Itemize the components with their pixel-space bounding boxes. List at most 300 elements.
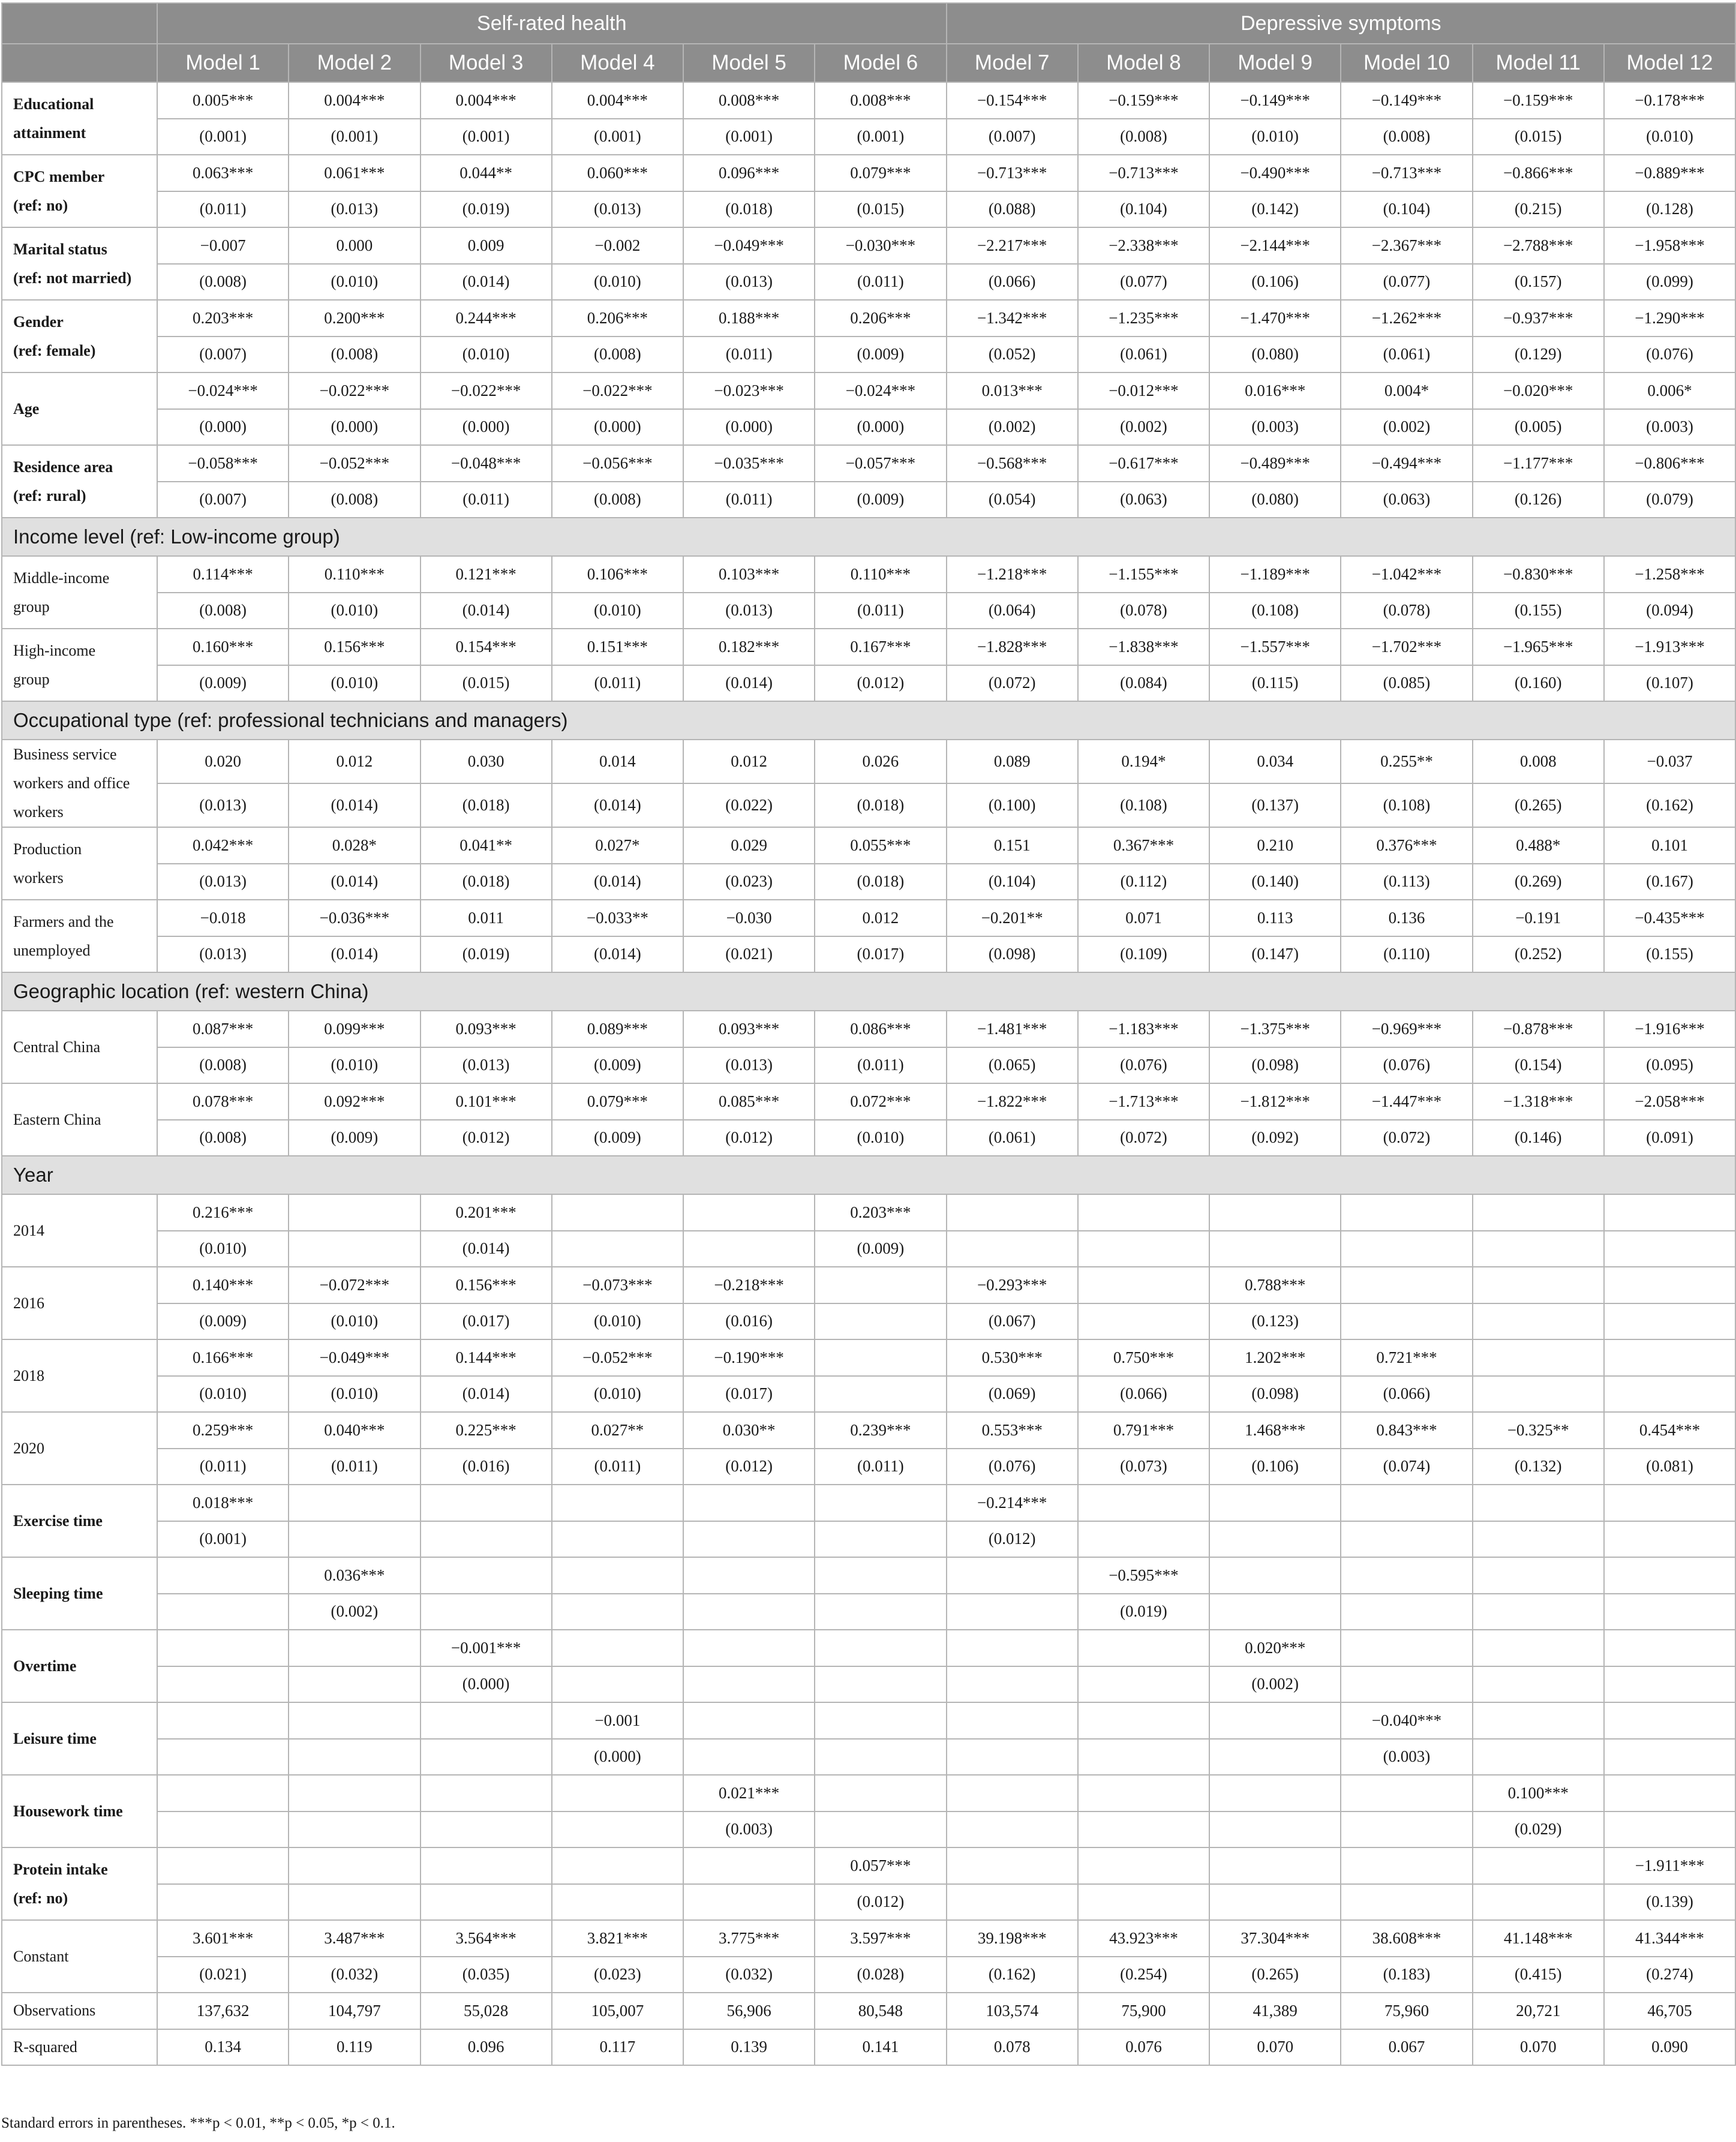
model-header: Model 9	[1209, 44, 1341, 82]
standard-error-cell: (0.014)	[683, 665, 815, 702]
coefficient-value: 0.027**	[591, 1420, 644, 1439]
model-header: Model 11	[1473, 44, 1604, 82]
estimate-cell	[1341, 1775, 1472, 1811]
estimate-cell	[1473, 1920, 1604, 1957]
coefficient-value: −1.481***	[977, 1019, 1047, 1038]
standard-error-cell	[683, 1666, 815, 1703]
coefficient-value: 0.454***	[1639, 1420, 1701, 1439]
standard-error-cell	[552, 1666, 683, 1703]
coefficient-value: 0.376***	[1376, 836, 1437, 854]
standard-error-cell: (0.001)	[815, 119, 946, 155]
estimate-cell	[552, 1083, 683, 1120]
standard-error-cell: (0.072)	[947, 665, 1078, 702]
standard-error-cell: (0.085)	[1341, 665, 1472, 702]
standard-error-cell: (0.018)	[683, 191, 815, 228]
estimate-cell	[289, 1775, 420, 1811]
estimate-cell: −0.191	[1473, 900, 1604, 936]
estimate-cell	[1078, 372, 1209, 409]
standard-error-cell: (0.109)	[1078, 936, 1209, 973]
estimate-cell	[1473, 1267, 1604, 1303]
coefficient-value: 0.078***	[193, 1092, 254, 1110]
estimate-cell	[1341, 629, 1472, 665]
coefficient-value: −1.235***	[1109, 308, 1179, 327]
estimate-cell	[552, 155, 683, 191]
estimate-cell	[1209, 1630, 1341, 1666]
standard-error-cell: (0.063)	[1078, 482, 1209, 518]
estimate-cell: 0.026	[815, 740, 946, 783]
variable-label	[2, 1702, 157, 1775]
standard-error-row	[2, 1521, 1735, 1558]
estimate-cell	[157, 556, 289, 593]
estimate-cell	[1341, 1339, 1472, 1376]
standard-error-cell: (0.069)	[947, 1376, 1078, 1413]
standard-error-cell: (0.009)	[157, 665, 289, 702]
coefficient-value: 0.201***	[455, 1203, 516, 1221]
coefficient-row	[2, 1083, 1735, 1120]
estimate-cell	[552, 900, 683, 936]
coefficient-value: −1.258***	[1635, 564, 1705, 583]
estimate-cell	[157, 1920, 289, 1957]
estimate-cell	[1473, 1083, 1604, 1120]
estimate-cell	[947, 1412, 1078, 1449]
estimate-cell	[1341, 1630, 1472, 1666]
estimate-cell	[1604, 556, 1735, 593]
standard-error-cell: (0.013)	[683, 1047, 815, 1084]
estimate-cell: 0.011	[421, 900, 552, 936]
coefficient-value: 0.036***	[324, 1566, 385, 1584]
standard-error-cell	[1209, 1231, 1341, 1267]
coefficient-value: 0.060***	[587, 163, 648, 182]
standard-error-cell	[1341, 1884, 1472, 1921]
coefficient-value: −1.958***	[1635, 236, 1705, 254]
row-label: Observations	[2, 1993, 157, 2029]
variable-label	[2, 1557, 157, 1630]
standard-error-cell: (0.008)	[552, 337, 683, 373]
estimate-cell	[1209, 445, 1341, 482]
estimate-cell	[552, 1339, 683, 1376]
standard-error-cell: (0.008)	[157, 1120, 289, 1156]
estimate-cell	[815, 1011, 946, 1047]
estimate-cell: 46,705	[1604, 1993, 1735, 2029]
coefficient-value: −1.913***	[1635, 637, 1705, 656]
standard-error-cell: (0.010)	[289, 1376, 420, 1413]
coefficient-row	[2, 372, 1735, 409]
coefficient-value: 0.057***	[850, 1856, 911, 1874]
standard-error-cell: (0.018)	[815, 864, 946, 900]
coefficient-row	[2, 1775, 1735, 1811]
standard-error-cell: (0.080)	[1209, 337, 1341, 373]
standard-error-cell: (0.023)	[552, 1957, 683, 1993]
standard-error-cell: (0.015)	[421, 665, 552, 702]
variable-label-line: Marital status	[13, 240, 107, 258]
standard-error-cell: (0.028)	[815, 1957, 946, 1993]
coefficient-value: −0.030***	[845, 236, 916, 254]
coefficient-value: −1.838***	[1109, 637, 1179, 656]
section-title: Occupational type (ref: professional technicians and managers)	[2, 701, 1735, 740]
standard-error-cell: (0.009)	[289, 1120, 420, 1156]
estimate-cell	[1341, 1557, 1472, 1594]
estimate-cell	[1604, 1920, 1735, 1957]
estimate-cell	[1341, 1011, 1472, 1047]
standard-error-cell: (0.010)	[289, 1047, 420, 1084]
estimate-cell	[1604, 629, 1735, 665]
variable-label-line: attainment	[13, 124, 86, 142]
standard-error-row	[2, 1739, 1735, 1776]
estimate-cell	[552, 1011, 683, 1047]
coefficient-value: 0.239***	[850, 1420, 911, 1439]
standard-error-cell: (0.000)	[683, 409, 815, 446]
standard-error-cell	[815, 1739, 946, 1776]
estimate-cell	[1209, 1485, 1341, 1521]
standard-error-cell: (0.000)	[421, 1666, 552, 1703]
coefficient-value: 0.167***	[850, 637, 911, 656]
standard-error-cell: (0.015)	[1473, 119, 1604, 155]
standard-error-row	[2, 119, 1735, 155]
estimate-cell	[815, 1920, 946, 1957]
coefficient-value: −0.056***	[582, 453, 653, 472]
coefficient-value: −2.338***	[1109, 236, 1179, 254]
coefficient-row	[2, 1339, 1735, 1376]
coefficient-value: 0.788***	[1245, 1275, 1306, 1294]
standard-error-cell: (0.011)	[552, 665, 683, 702]
coefficient-value: −0.033**	[586, 908, 648, 927]
model-header: Model 10	[1341, 44, 1472, 82]
standard-error-cell	[1473, 1884, 1604, 1921]
estimate-cell	[289, 155, 420, 191]
variable-label	[2, 445, 157, 518]
estimate-cell	[1078, 556, 1209, 593]
standard-error-cell: (0.072)	[1078, 1120, 1209, 1156]
coefficient-value: −0.489***	[1240, 453, 1310, 472]
standard-error-cell	[552, 1521, 683, 1558]
estimate-cell: −0.002	[552, 227, 683, 264]
standard-error-row	[2, 1594, 1735, 1630]
standard-error-cell	[1473, 1231, 1604, 1267]
variable-label-line: 2018	[13, 1366, 44, 1384]
standard-error-cell: (0.076)	[947, 1449, 1078, 1485]
estimate-cell	[289, 827, 420, 864]
coefficient-value: −0.325**	[1507, 1420, 1569, 1439]
standard-error-cell: (0.016)	[421, 1449, 552, 1485]
variable-label-line: Production	[13, 840, 82, 858]
standard-error-cell: (0.061)	[1078, 337, 1209, 373]
coefficient-value: 39.198***	[977, 1928, 1047, 1947]
standard-error-cell: (0.110)	[1341, 936, 1472, 973]
coefficient-value: 0.225***	[455, 1420, 516, 1439]
estimate-cell	[1604, 227, 1735, 264]
coefficient-value: −1.828***	[977, 637, 1047, 656]
coefficient-value: 0.255**	[1380, 752, 1433, 770]
standard-error-row	[2, 1376, 1735, 1413]
estimate-cell: 0.119	[289, 2029, 420, 2066]
variable-label-line: 2020	[13, 1439, 44, 1457]
estimate-cell	[1341, 300, 1472, 337]
section-header-row	[2, 1156, 1735, 1194]
estimate-cell	[421, 1920, 552, 1957]
estimate-cell	[421, 1630, 552, 1666]
variable-label	[2, 1011, 157, 1083]
coefficient-value: 0.144***	[455, 1348, 516, 1366]
estimate-cell	[1078, 1267, 1209, 1303]
variable-label-line: (ref: female)	[13, 341, 96, 359]
standard-error-cell	[552, 1231, 683, 1267]
standard-error-row	[2, 665, 1735, 702]
standard-error-cell: (0.010)	[1604, 119, 1735, 155]
coefficient-row	[2, 1485, 1735, 1521]
estimate-cell	[1473, 1557, 1604, 1594]
coefficient-value: −0.806***	[1635, 453, 1705, 472]
estimate-cell	[157, 1702, 289, 1739]
standard-error-cell: (0.014)	[289, 783, 420, 827]
coefficient-row	[2, 1194, 1735, 1231]
variable-label	[2, 1083, 157, 1156]
standard-error-cell: (0.010)	[289, 593, 420, 629]
estimate-cell	[1078, 1011, 1209, 1047]
variable-label-line: (ref: no)	[13, 1889, 68, 1907]
standard-error-cell	[1078, 1811, 1209, 1848]
standard-error-row	[2, 1303, 1735, 1340]
variable-label	[2, 155, 157, 227]
coefficient-value: 0.093***	[719, 1019, 780, 1038]
standard-error-row	[2, 1047, 1735, 1084]
standard-error-cell	[1078, 1884, 1209, 1921]
standard-error-cell: (0.014)	[421, 1376, 552, 1413]
standard-error-cell: (0.013)	[157, 783, 289, 827]
standard-error-cell: (0.012)	[947, 1521, 1078, 1558]
model-header-row	[2, 44, 1735, 82]
coefficient-value: −0.020***	[1503, 381, 1573, 399]
estimate-cell	[947, 1485, 1078, 1521]
standard-error-cell: (0.000)	[552, 1739, 683, 1776]
estimate-cell	[683, 155, 815, 191]
coefficient-value: 0.200***	[324, 308, 385, 327]
coefficient-value: 0.044**	[459, 163, 512, 182]
standard-error-cell: (0.003)	[1209, 409, 1341, 446]
estimate-cell	[683, 1011, 815, 1047]
estimate-cell	[1604, 1485, 1735, 1521]
estimate-cell	[421, 1412, 552, 1449]
estimate-cell	[1209, 1267, 1341, 1303]
coefficient-value: −2.217***	[977, 236, 1047, 254]
estimate-cell	[1078, 82, 1209, 119]
standard-error-cell: (0.146)	[1473, 1120, 1604, 1156]
variable-label-line: (ref: rural)	[13, 486, 86, 504]
coefficient-value: −0.057***	[845, 453, 916, 472]
variable-label-line: Leisure time	[13, 1729, 97, 1747]
estimate-cell	[1078, 1485, 1209, 1521]
estimate-cell	[1209, 556, 1341, 593]
estimate-cell	[1209, 155, 1341, 191]
estimate-cell	[552, 1194, 683, 1231]
estimate-cell	[683, 1920, 815, 1957]
regression-table	[1, 2, 1736, 2066]
estimate-cell	[947, 1775, 1078, 1811]
standard-error-cell: (0.009)	[815, 337, 946, 373]
coefficient-value: −0.052***	[319, 453, 390, 472]
estimate-cell	[157, 1630, 289, 1666]
coefficient-value: 41.344***	[1635, 1928, 1704, 1947]
coefficient-value: 0.093***	[455, 1019, 516, 1038]
estimate-cell	[1604, 155, 1735, 191]
coefficient-value: −1.342***	[977, 308, 1047, 327]
standard-error-cell: (0.013)	[421, 1047, 552, 1084]
coefficient-value: 0.182***	[719, 637, 780, 656]
coefficient-value: 0.086***	[850, 1019, 911, 1038]
standard-error-cell: (0.077)	[1078, 264, 1209, 301]
estimate-cell	[1078, 1702, 1209, 1739]
standard-error-cell	[1341, 1811, 1472, 1848]
coefficient-value: −0.713***	[1371, 163, 1442, 182]
coefficient-value: 0.166***	[193, 1348, 254, 1366]
coefficient-value: −2.058***	[1635, 1092, 1705, 1110]
estimate-cell	[1473, 82, 1604, 119]
coefficient-value: 0.028*	[332, 836, 377, 854]
standard-error-cell: (0.021)	[157, 1957, 289, 1993]
estimate-cell	[157, 1485, 289, 1521]
standard-error-cell: (0.129)	[1473, 337, 1604, 373]
standard-error-cell	[1341, 1231, 1472, 1267]
estimate-cell	[1604, 445, 1735, 482]
estimate-cell	[683, 1847, 815, 1884]
standard-error-cell: (0.137)	[1209, 783, 1341, 827]
estimate-cell	[421, 827, 552, 864]
coefficient-row	[2, 1267, 1735, 1303]
standard-error-cell	[1209, 1884, 1341, 1921]
model-header: Model 1	[157, 44, 289, 82]
coefficient-value: −1.318***	[1503, 1092, 1573, 1110]
standard-error-cell: (0.003)	[683, 1811, 815, 1848]
standard-error-cell: (0.029)	[1473, 1811, 1604, 1848]
standard-error-cell: (0.073)	[1078, 1449, 1209, 1485]
estimate-cell: −0.030	[683, 900, 815, 936]
standard-error-cell	[683, 1739, 815, 1776]
standard-error-cell: (0.154)	[1473, 1047, 1604, 1084]
coefficient-value: 0.791***	[1113, 1420, 1175, 1439]
estimate-cell	[552, 445, 683, 482]
standard-error-cell: (0.269)	[1473, 864, 1604, 900]
standard-error-cell	[289, 1811, 420, 1848]
estimate-cell	[1604, 1630, 1735, 1666]
coefficient-value: −0.154***	[977, 91, 1047, 109]
standard-error-cell: (0.078)	[1078, 593, 1209, 629]
estimate-cell	[1604, 300, 1735, 337]
standard-error-cell: (0.010)	[1209, 119, 1341, 155]
estimate-cell	[947, 1920, 1078, 1957]
estimate-cell: 0.000	[289, 227, 420, 264]
estimate-cell	[1604, 1339, 1735, 1376]
coefficient-value: 0.750***	[1113, 1348, 1175, 1366]
coefficient-row	[2, 556, 1735, 593]
estimate-cell	[552, 1847, 683, 1884]
standard-error-row	[2, 1449, 1735, 1485]
standard-error-cell: (0.018)	[421, 864, 552, 900]
standard-error-cell: (0.002)	[1209, 1666, 1341, 1703]
coefficient-value: −0.937***	[1503, 308, 1573, 327]
standard-error-row	[2, 593, 1735, 629]
estimate-cell	[1078, 155, 1209, 191]
estimate-cell	[1473, 1011, 1604, 1047]
standard-error-cell	[1209, 1521, 1341, 1558]
estimate-cell	[1604, 1011, 1735, 1047]
estimate-cell	[289, 556, 420, 593]
standard-error-cell: (0.011)	[157, 1449, 289, 1485]
estimate-cell	[1604, 1194, 1735, 1231]
coefficient-value: −1.155***	[1109, 564, 1179, 583]
estimate-cell	[1078, 1339, 1209, 1376]
standard-error-cell: (0.012)	[815, 1884, 946, 1921]
standard-error-cell: (0.002)	[947, 409, 1078, 446]
coefficient-value: 0.027*	[595, 836, 640, 854]
estimate-cell	[1473, 155, 1604, 191]
coefficient-value: 0.103***	[719, 564, 780, 583]
coefficient-value: 0.004*	[1384, 381, 1429, 399]
estimate-cell	[289, 372, 420, 409]
variable-label	[2, 1339, 157, 1412]
coefficient-value: −1.375***	[1240, 1019, 1310, 1038]
estimate-cell	[157, 1412, 289, 1449]
standard-error-cell: (0.081)	[1604, 1449, 1735, 1485]
coefficient-value: −1.812***	[1240, 1092, 1310, 1110]
estimate-cell: 0.020	[157, 740, 289, 783]
estimate-cell	[1209, 227, 1341, 264]
estimate-cell	[815, 1557, 946, 1594]
standard-error-cell: (0.017)	[421, 1303, 552, 1340]
standard-error-cell: (0.012)	[421, 1120, 552, 1156]
standard-error-cell: (0.115)	[1209, 665, 1341, 702]
estimate-cell	[1209, 1557, 1341, 1594]
estimate-cell: 0.009	[421, 227, 552, 264]
variable-label-line: workers and office	[13, 774, 130, 792]
coefficient-value: −0.035***	[714, 453, 784, 472]
coefficient-value: 0.072***	[850, 1092, 911, 1110]
estimate-cell	[1604, 1557, 1735, 1594]
estimate-cell	[1341, 445, 1472, 482]
standard-error-cell: (0.010)	[289, 665, 420, 702]
estimate-cell	[815, 1847, 946, 1884]
coefficient-value: 0.085***	[719, 1092, 780, 1110]
coefficient-value: 0.188***	[719, 308, 780, 327]
standard-error-cell: (0.013)	[683, 264, 815, 301]
coefficient-value: 3.821***	[587, 1928, 648, 1947]
coefficient-value: −0.058***	[188, 453, 258, 472]
standard-error-cell	[157, 1739, 289, 1776]
variable-label	[2, 1194, 157, 1267]
estimate-cell	[947, 155, 1078, 191]
variable-label	[2, 227, 157, 300]
estimate-cell: 137,632	[157, 1993, 289, 2029]
estimate-cell: 56,906	[683, 1993, 815, 2029]
standard-error-cell: (0.001)	[552, 119, 683, 155]
standard-error-cell: (0.147)	[1209, 936, 1341, 973]
model-header: Model 2	[289, 44, 420, 82]
coefficient-value: −0.024***	[845, 381, 916, 399]
coefficient-value: 0.020***	[1245, 1638, 1306, 1657]
estimate-cell	[947, 1083, 1078, 1120]
estimate-cell	[1473, 372, 1604, 409]
coefficient-value: −0.022***	[582, 381, 653, 399]
standard-error-cell: (0.079)	[1604, 482, 1735, 518]
standard-error-cell: (0.011)	[815, 593, 946, 629]
coefficient-value: 0.042***	[193, 836, 254, 854]
estimate-cell	[552, 629, 683, 665]
coefficient-value: −0.073***	[582, 1275, 653, 1294]
estimate-cell	[157, 1267, 289, 1303]
standard-error-cell: (0.054)	[947, 482, 1078, 518]
variable-label-line: (ref: not married)	[13, 269, 132, 287]
estimate-cell: 0.071	[1078, 900, 1209, 936]
coefficient-value: −0.024***	[188, 381, 258, 399]
estimate-cell	[421, 372, 552, 409]
